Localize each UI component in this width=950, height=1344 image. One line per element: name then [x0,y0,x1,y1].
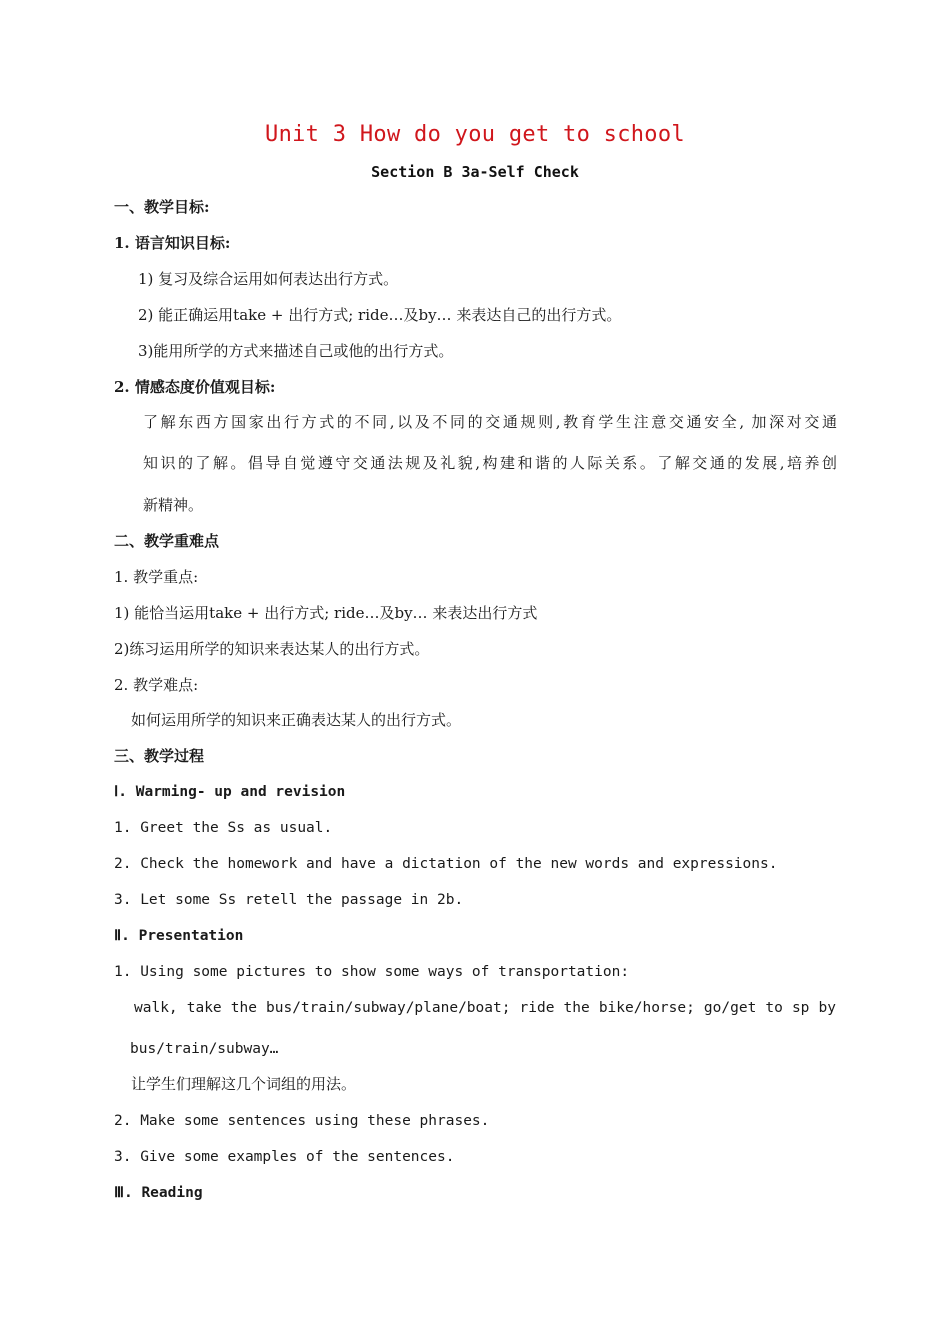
phrase-word: the [230,1000,257,1016]
phrase-word: take [186,1000,222,1016]
emotional-goal-line-1: 了解东西方国家出行方式的不同,以及不同的交通规则,教育学生注意交通安全, 加深对交通 [143,413,837,431]
section-heading-process: 三、教学过程 [114,747,205,765]
document-title: Unit 3 How do you get to school [265,122,685,147]
transport-phrases-line-1 [134,998,836,1018]
emotional-goal-line-3: 新精神。 [143,496,204,514]
subheading-emotional-goals: 2. 情感态度价值观目标: [114,378,276,396]
presentation-item-1: 1. Using some pictures to show some ways of transportation: [114,964,630,980]
phrase-word: by [818,1000,836,1016]
part-warming-up-heading: Ⅰ. Warming- up and revision [114,784,346,800]
phrase-word: bike/horse; [598,1000,695,1016]
document-subtitle: Section B 3a-Self Check [371,163,579,181]
phrase-word: bus/train/subway/plane/boat; [266,1000,511,1016]
phrase-word: to [765,1000,783,1016]
warming-up-item-3: 3. Let some Ss retell the passage in 2b. [114,892,464,908]
difficulty-text: 如何运用所学的知识来正确表达某人的出行方式。 [131,711,462,729]
subheading-difficulty: 2. 教学难点: [114,676,199,694]
language-goal-3: 3)能用所学的方式来描述自己或他的出行方式。 [138,342,454,360]
language-goal-1: 1) 复习及综合运用如何表达出行方式。 [138,270,399,288]
part-presentation-heading: Ⅱ. Presentation [114,928,244,944]
key-point-1: 1) 能恰当运用take + 出行方式; ride…及by… 来表达出行方式 [114,604,538,622]
key-point-2: 2)练习运用所学的知识来表达某人的出行方式。 [114,640,430,658]
presentation-item-3: 3. Give some examples of the sentences. [114,1149,455,1165]
section-heading-objectives: 一、教学目标: [114,198,210,216]
part-reading-heading: Ⅲ. Reading [114,1185,203,1201]
section-heading-key-points: 二、教学重难点 [114,532,220,550]
emotional-goal-line-2: 知识的了解。倡导自觉遵守交通法规及礼貌,构建和谐的人际关系。了解交通的发展,培养创 [143,454,837,472]
phrase-word: the [563,1000,590,1016]
language-goal-2: 2) 能正确运用take + 出行方式; ride…及by… 来表达自己的出行方式。 [138,306,622,324]
phrase-word: sp [791,1000,810,1016]
phrase-word: go/get [703,1000,757,1016]
subheading-language-goals: 1. 语言知识目标: [114,234,231,252]
phrase-word: walk, [134,1000,178,1016]
warming-up-item-1: 1. Greet the Ss as usual. [114,820,333,836]
warming-up-item-2: 2. Check the homework and have a dictation of the new words and expressions. [114,856,778,872]
presentation-item-2: 2. Make some sentences using these phrases. [114,1113,490,1129]
phrase-word: ride [519,1000,555,1016]
presentation-note: 让学生们理解这几个词组的用法。 [131,1075,357,1093]
transport-phrases-line-2: bus/train/subway… [130,1041,279,1057]
subheading-key-point: 1. 教学重点: [114,568,199,586]
